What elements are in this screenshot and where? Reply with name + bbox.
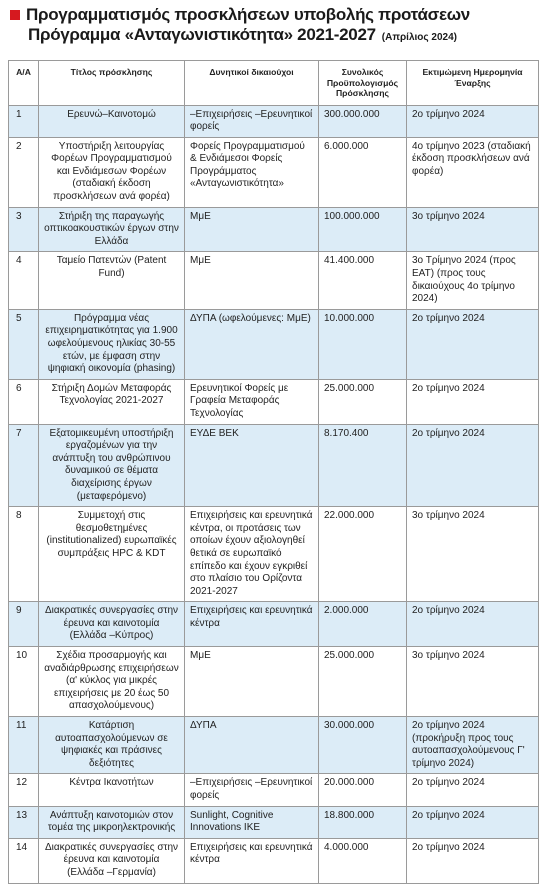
row-number: 4 <box>9 252 39 309</box>
row-budget: 2.000.000 <box>319 602 407 647</box>
row-budget: 22.000.000 <box>319 507 407 602</box>
table-row <box>9 207 539 252</box>
row-budget: 10.000.000 <box>319 309 407 379</box>
row-start-date: 3ο τρίμηνο 2024 <box>407 207 539 252</box>
row-budget: 18.800.000 <box>319 806 407 838</box>
row-title: Διακρατικές συνεργασίες στην έρευνα και καινοτομία (Ελλάδα –Κύπρος) <box>39 602 185 647</box>
row-budget: 6.000.000 <box>319 137 407 207</box>
row-beneficiaries: ΜμΕ <box>185 207 319 252</box>
row-budget: 100.000.000 <box>319 207 407 252</box>
row-start-date: 3ο τρίμηνο 2024 <box>407 647 539 717</box>
row-start-date: 4ο τρίμηνο 2023 (σταδιακή έκδοση προσκλήσεων ανά φορέα) <box>407 137 539 207</box>
row-budget: 25.000.000 <box>319 379 407 424</box>
table-row <box>9 717 539 774</box>
table-row <box>9 105 539 137</box>
row-beneficiaries: Sunlight, Cognitive Innovations IKE <box>185 806 319 838</box>
page-title: Προγραμματισμός προσκλήσεων υποβολής προτάσεων <box>26 4 470 24</box>
row-number: 6 <box>9 379 39 424</box>
table-row <box>9 806 539 838</box>
row-start-date: 2ο τρίμηνο 2024 <box>407 774 539 806</box>
row-number: 3 <box>9 207 39 252</box>
row-beneficiaries: ΜμΕ <box>185 252 319 309</box>
table-row <box>9 602 539 647</box>
column-header-budget: Συνολικός Προϋπολογισμός Πρόσκλησης <box>319 61 407 106</box>
date-note: (Απρίλιος 2024) <box>381 32 457 43</box>
row-title: Κέντρα Ικανοτήτων <box>39 774 185 806</box>
row-number: 8 <box>9 507 39 602</box>
row-start-date: 2ο τρίμηνο 2024 <box>407 309 539 379</box>
row-number: 12 <box>9 774 39 806</box>
row-title: Ερευνώ–Καινοτομώ <box>39 105 185 137</box>
table-row <box>9 838 539 883</box>
row-budget: 41.400.000 <box>319 252 407 309</box>
program-title: Πρόγραμμα «Ανταγωνιστικότητα» 2021-2027 <box>28 25 376 44</box>
row-budget: 4.000.000 <box>319 838 407 883</box>
row-beneficiaries: Επιχειρήσεις και ερευνητικά κέντρα, οι προτάσεις των οποίων έχουν αξιολογηθεί θετικά σε ευρωπαϊκό επίπεδο και έχουν εγκριθεί στο πλαίσιο του Ορίζοντα 2021-2027 <box>185 507 319 602</box>
table-header-row <box>9 61 539 106</box>
row-beneficiaries: Επιχειρήσεις και ερευνητικά κέντρα <box>185 602 319 647</box>
row-beneficiaries: ΔΥΠΑ <box>185 717 319 774</box>
row-beneficiaries: ΔΥΠΑ (ωφελούμενες: ΜμΕ) <box>185 309 319 379</box>
row-title: Συμμετοχή στις θεσμοθετημένες (institutionalized) ευρωπαϊκές συμπράξεις HPC & KDT <box>39 507 185 602</box>
row-title: Διακρατικές συνεργασίες στην έρευνα και καινοτομία (Ελλάδα –Γερμανία) <box>39 838 185 883</box>
row-start-date: 2ο τρίμηνο 2024 <box>407 379 539 424</box>
row-beneficiaries: ΜμΕ <box>185 647 319 717</box>
row-title: Εξατομικευμένη υποστήριξη εργαζομένων για την ανάπτυξη του ανθρώπινου δυναμικού σε θέματα διαχείρισης έργων (μεταφερόμενο) <box>39 424 185 507</box>
row-budget: 300.000.000 <box>319 105 407 137</box>
row-beneficiaries: Επιχειρήσεις και ερευνητικά κέντρα <box>185 838 319 883</box>
row-title: Υποστήριξη λειτουργίας Φορέων Προγραμματισμού και Ενδιάμεσων Φορέων (σταδιακή έκδοση προσκλήσεων ανά φορέα) <box>39 137 185 207</box>
red-square-icon <box>10 10 20 20</box>
row-start-date: 2ο τρίμηνο 2024 (προκήρυξη προς τους αυτοαπασχολούμενους Γ' τρίμηνο 2024) <box>407 717 539 774</box>
row-beneficiaries: ΕΥΔΕ ΒΕΚ <box>185 424 319 507</box>
row-budget: 30.000.000 <box>319 717 407 774</box>
column-header-number: Α/Α <box>9 61 39 106</box>
row-start-date: 2ο τρίμηνο 2024 <box>407 806 539 838</box>
row-start-date: 3ο τρίμηνο 2024 <box>407 507 539 602</box>
row-start-date: 2ο τρίμηνο 2024 <box>407 838 539 883</box>
table-row <box>9 252 539 309</box>
table-row <box>9 774 539 806</box>
page-header <box>8 4 538 47</box>
row-budget: 8.170.400 <box>319 424 407 507</box>
row-title: Πρόγραμμα νέας επιχειρηματικότητας για 1.900 ωφελούμενους ηλικίας 30-55 ετών, με έμφαση στην ψηφιακή οικονομία (phasing) <box>39 309 185 379</box>
row-start-date: 2ο τρίμηνο 2024 <box>407 602 539 647</box>
row-title: Στήριξη της παραγωγής οπτικοακουστικών έργων στην Ελλάδα <box>39 207 185 252</box>
column-header-title: Τίτλος πρόσκλησης <box>39 61 185 106</box>
row-number: 14 <box>9 838 39 883</box>
row-number: 7 <box>9 424 39 507</box>
row-number: 1 <box>9 105 39 137</box>
row-number: 11 <box>9 717 39 774</box>
row-title: Ταμείο Πατεντών (Patent Fund) <box>39 252 185 309</box>
table-row <box>9 379 539 424</box>
row-number: 9 <box>9 602 39 647</box>
title-row-2 <box>8 25 538 47</box>
table-row <box>9 424 539 507</box>
column-header-start-date: Εκτιμώμενη Ημερομηνία Έναρξης <box>407 61 539 106</box>
calls-table <box>8 60 539 884</box>
row-title: Κατάρτιση αυτοαπασχολούμενων σε ψηφιακές και πράσινες δεξιότητες <box>39 717 185 774</box>
row-number: 2 <box>9 137 39 207</box>
row-number: 10 <box>9 647 39 717</box>
row-budget: 20.000.000 <box>319 774 407 806</box>
table-row <box>9 507 539 602</box>
table-body <box>9 105 539 883</box>
row-number: 13 <box>9 806 39 838</box>
row-title: Στήριξη Δομών Μεταφοράς Τεχνολογίας 2021-2027 <box>39 379 185 424</box>
row-start-date: 2ο τρίμηνο 2024 <box>407 424 539 507</box>
row-start-date: 2ο τρίμηνο 2024 <box>407 105 539 137</box>
row-beneficiaries: –Επιχειρήσεις –Ερευνητικοί φορείς <box>185 105 319 137</box>
table-row <box>9 309 539 379</box>
title-row-1 <box>8 4 538 25</box>
row-start-date: 3ο Τρίμηνο 2024 (προς ΕΑΤ) (προς τους δικαιούχους 4ο τρίμηνο 2024) <box>407 252 539 309</box>
table-row <box>9 647 539 717</box>
row-beneficiaries: Φορείς Προγραμματισμού & Ενδιάμεσοι Φορείς Προγράμματος «Ανταγωνιστικότητα» <box>185 137 319 207</box>
column-header-beneficiaries: Δυνητικοί δικαιούχοι <box>185 61 319 106</box>
row-title: Σχέδια προσαρμογής και αναδιάρθρωσης επιχειρήσεων (α' κύκλος για μικρές επιχειρήσεις με 20 έως 50 απασχολούμενους) <box>39 647 185 717</box>
table-row <box>9 137 539 207</box>
row-budget: 25.000.000 <box>319 647 407 717</box>
row-beneficiaries: Ερευνητικοί Φορείς με Γραφεία Μεταφοράς Τεχνολογίας <box>185 379 319 424</box>
row-beneficiaries: –Επιχειρήσεις –Ερευνητικοί φορείς <box>185 774 319 806</box>
row-title: Ανάπτυξη καινοτομιών στον τομέα της μικροηλεκτρονικής <box>39 806 185 838</box>
row-number: 5 <box>9 309 39 379</box>
